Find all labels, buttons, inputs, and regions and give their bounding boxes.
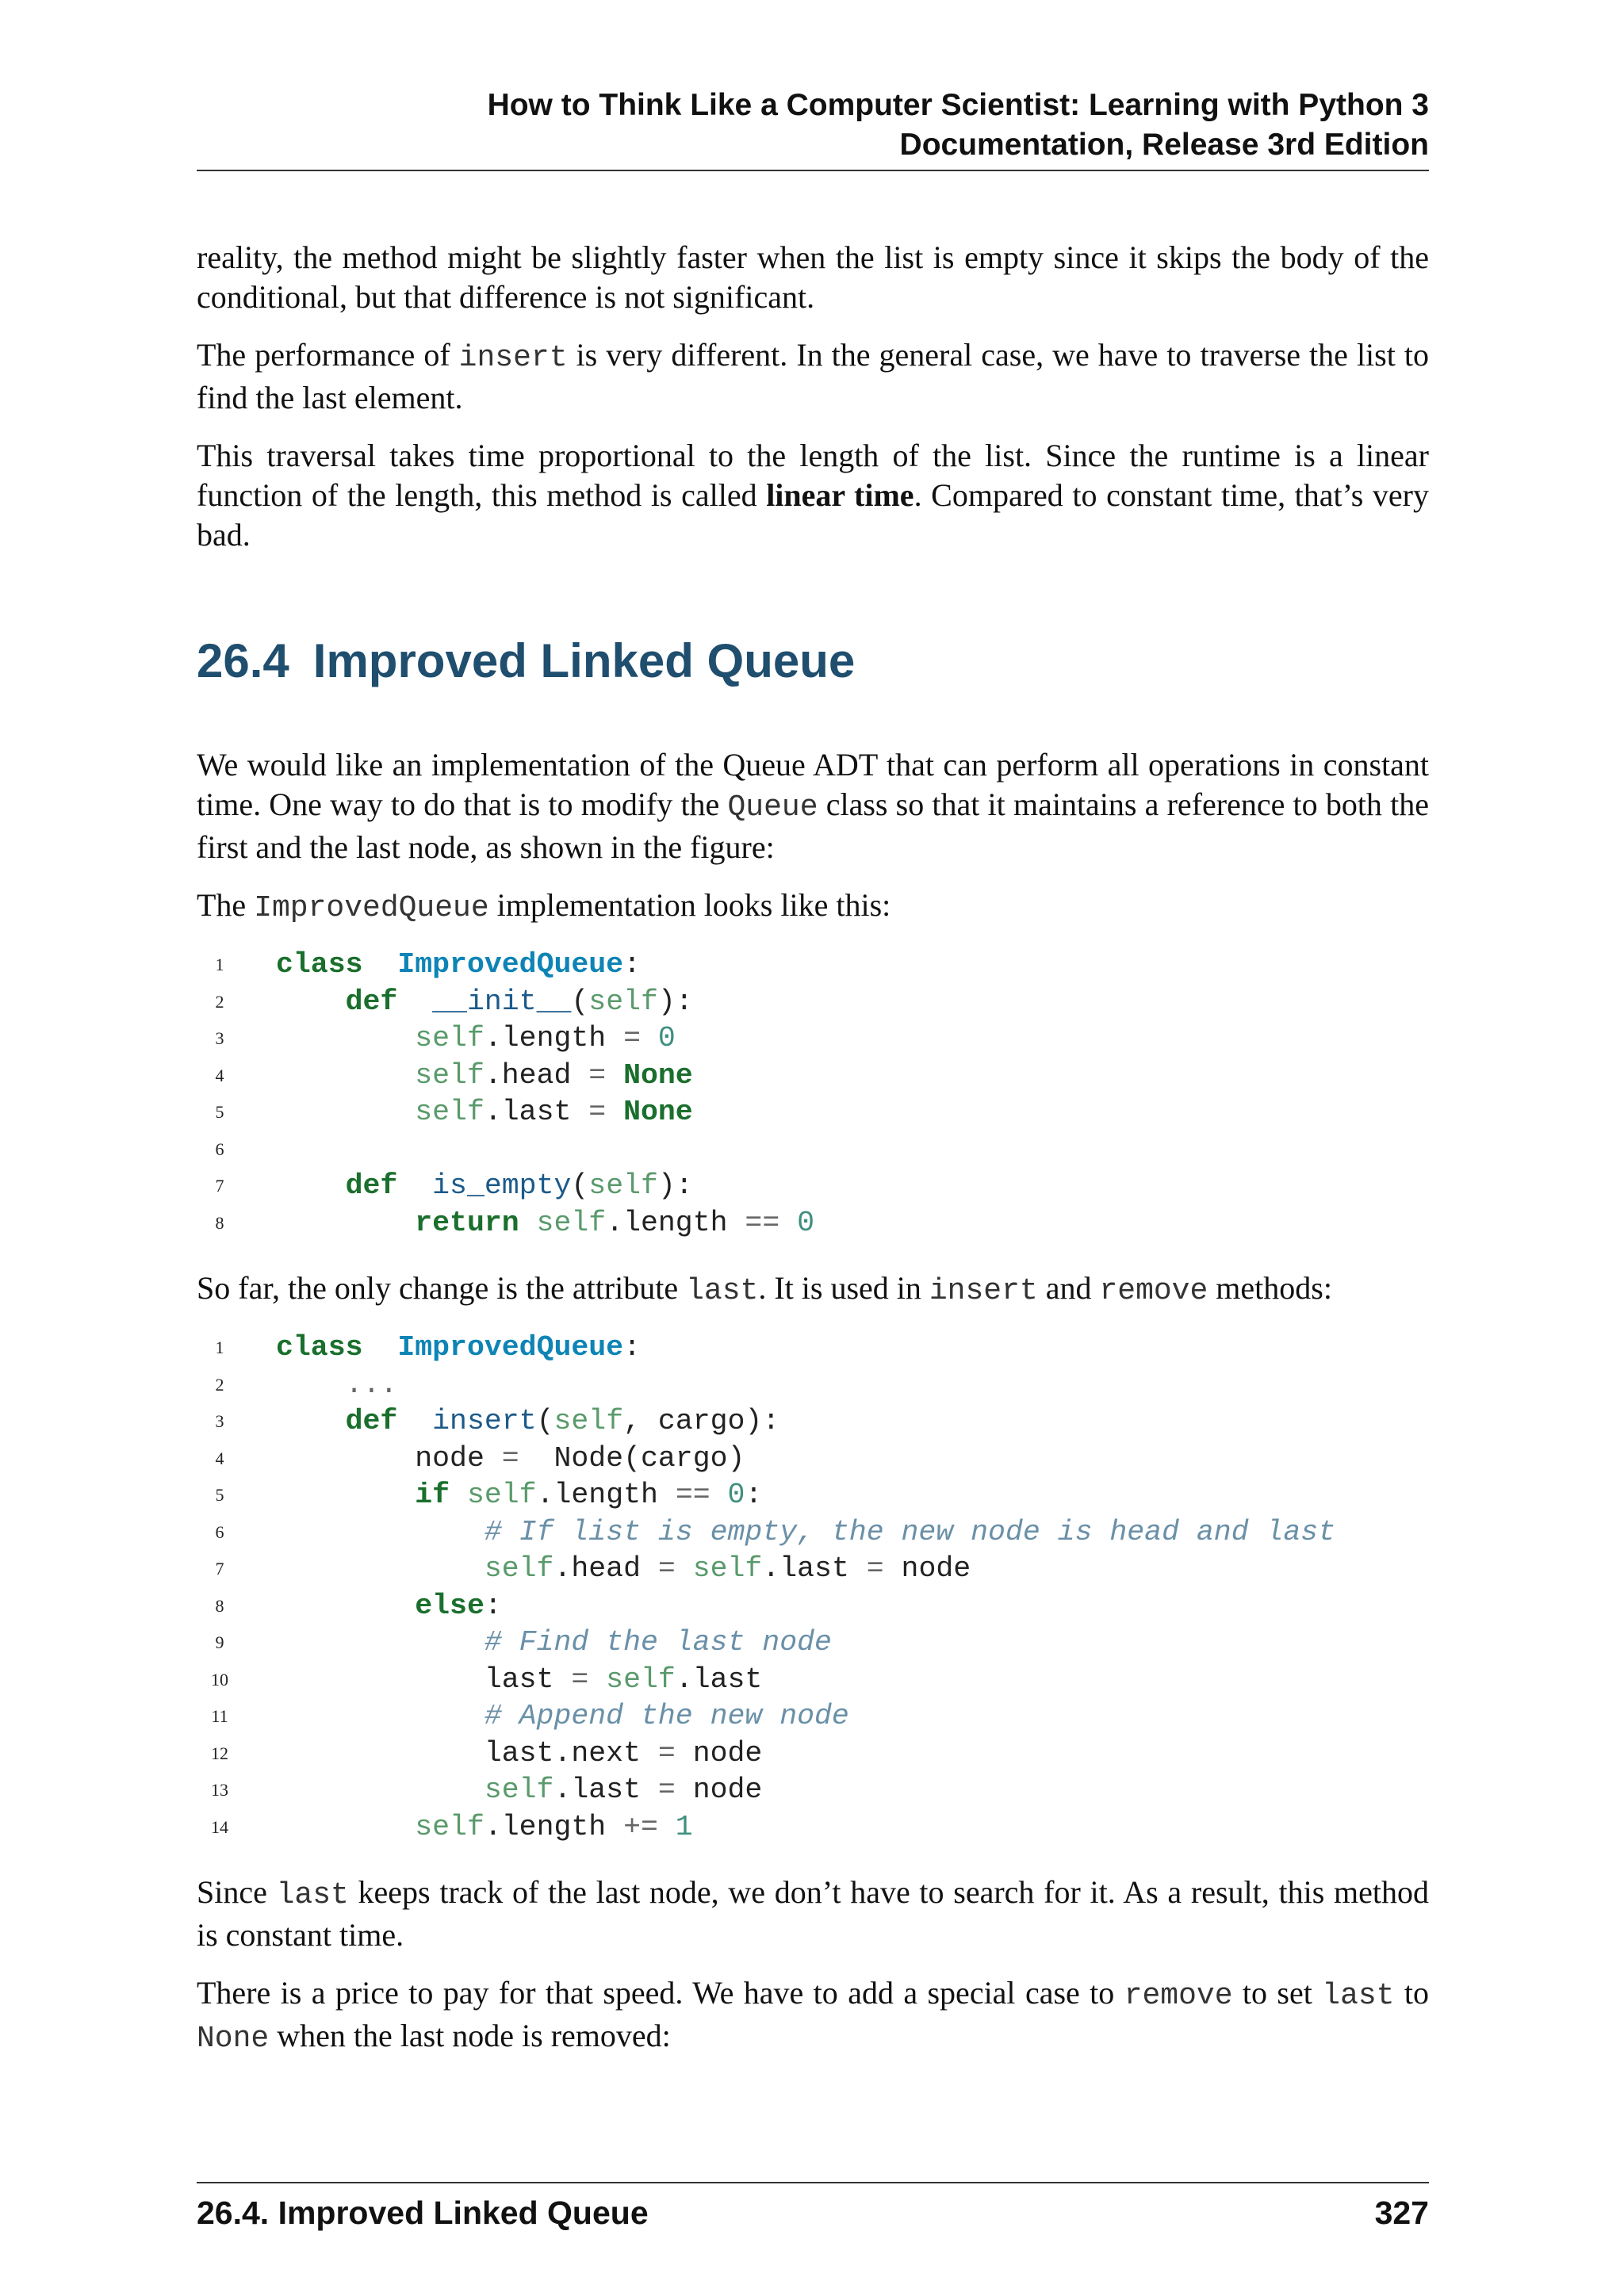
code-token: .last — [675, 1663, 763, 1696]
code-token: .last — [484, 1096, 589, 1128]
code-token: .length — [484, 1022, 624, 1054]
text: The — [197, 887, 255, 923]
code-line — [197, 1441, 1429, 1478]
code-token: = — [657, 1552, 676, 1585]
code-token: .length — [536, 1479, 676, 1511]
line-number: 7 — [215, 1559, 224, 1578]
line-number: 4 — [215, 1065, 224, 1085]
text: class so that it maintains a reference to both the first and the last node, as shown in the figure: — [197, 786, 1429, 865]
code-text — [276, 1735, 762, 1773]
code-line — [197, 1662, 1429, 1699]
code-text — [276, 947, 641, 984]
code-token: self — [588, 1169, 658, 1202]
paragraph-1-text: reality, the method might be slightly faster when the list is empty since it skips the body of the conditional, but that difference is not significant. — [197, 239, 1429, 315]
code-token: ( — [536, 1405, 554, 1437]
text: and — [1037, 1270, 1100, 1306]
code-token: # Find the last node — [484, 1626, 832, 1659]
code-line — [197, 1698, 1429, 1735]
page-body — [197, 238, 1429, 2077]
code-line — [197, 1735, 1429, 1773]
code-line — [197, 1551, 1429, 1588]
line-number: 3 — [215, 1028, 224, 1048]
text: to set — [1232, 1975, 1323, 2011]
code-text — [276, 1514, 1335, 1552]
code-token — [276, 1516, 485, 1548]
code-token — [276, 1368, 346, 1401]
line-number: 1 — [215, 955, 224, 974]
code-token — [397, 1405, 432, 1437]
bold-term: linear time — [766, 477, 914, 513]
code-token: ImprovedQueue — [397, 948, 624, 981]
line-number: 5 — [215, 1485, 224, 1505]
code-text — [276, 1058, 693, 1095]
code-token: .last — [553, 1774, 658, 1806]
code-text — [276, 1441, 745, 1478]
text: This traversal takes time proportional to the length of the list. Since the runtime is a linear function of the length, this method is called — [197, 438, 1429, 513]
code-token: self — [484, 1552, 554, 1585]
code-token: .length — [606, 1206, 745, 1239]
code-token: self — [415, 1022, 485, 1054]
header-title-line2: Documentation, Release 3rd Edition — [899, 128, 1429, 162]
footer-rule — [197, 2182, 1429, 2183]
code-token: = — [588, 1096, 607, 1128]
code-text — [276, 1094, 693, 1131]
text: . Compared to constant time, that’s very bad. — [197, 477, 1430, 553]
code-token — [397, 1169, 432, 1202]
code-token — [276, 1626, 485, 1659]
line-number: 4 — [215, 1448, 224, 1468]
code-token: ( — [571, 1169, 589, 1202]
text: So far, the only change is the attribute — [197, 1270, 687, 1306]
code-token: .length — [484, 1810, 624, 1843]
code-text — [276, 1624, 832, 1662]
code-text — [276, 1809, 693, 1846]
code-token — [276, 1096, 415, 1128]
code-token: self — [519, 1206, 607, 1239]
code-line — [197, 1624, 1429, 1662]
code-token: == — [745, 1206, 780, 1239]
code-token: None — [606, 1096, 693, 1128]
line-number: 7 — [215, 1176, 224, 1196]
code-token: __init__ — [432, 985, 572, 1018]
line-number: 3 — [215, 1411, 224, 1431]
code-token: : — [623, 948, 641, 981]
code-token — [276, 1169, 346, 1202]
code-token: node — [883, 1552, 971, 1585]
code-token: == — [675, 1479, 710, 1511]
code-token: , cargo): — [623, 1405, 780, 1437]
code-token: self — [484, 1774, 554, 1806]
code-token: = — [657, 1736, 676, 1770]
code-token: 0 — [779, 1206, 815, 1239]
text: implementation looks like this: — [488, 887, 891, 923]
code-token: def — [345, 985, 398, 1018]
running-header — [197, 86, 1429, 165]
code-line — [197, 1058, 1429, 1095]
line-number: 1 — [215, 1337, 224, 1357]
code-token: self — [415, 1096, 485, 1128]
code-line — [197, 1403, 1429, 1441]
code-token — [276, 1022, 415, 1054]
code-token: self — [415, 1810, 485, 1843]
line-number: 6 — [215, 1138, 224, 1159]
code-token: = — [623, 1022, 641, 1054]
text: is very different. In the general case, we have to traverse the list to find the last element. — [197, 337, 1429, 415]
header-title-line1: How to Think Like a Computer Scientist: Learning with Python 3 — [487, 88, 1429, 122]
inline-code: None — [197, 2022, 270, 2056]
text: There is a price to pay for that speed. We have to add a special case to — [197, 1975, 1124, 2011]
paragraph-4 — [197, 745, 1429, 867]
code-token — [276, 1700, 485, 1732]
code-line — [197, 984, 1429, 1021]
code-line — [197, 1020, 1429, 1058]
code-token: : — [623, 1331, 641, 1364]
code-token: 0 — [641, 1022, 676, 1054]
code-token: 0 — [710, 1479, 745, 1511]
code-token — [276, 1207, 415, 1239]
code-token: ): — [657, 985, 693, 1018]
code-token: = — [501, 1441, 519, 1475]
code-text — [276, 1662, 762, 1699]
code-token — [276, 1590, 415, 1622]
code-line — [197, 1588, 1429, 1625]
code-token: last.next — [276, 1736, 658, 1770]
code-line — [197, 1477, 1429, 1514]
code-token: ( — [571, 985, 589, 1018]
code-token: node — [675, 1774, 763, 1806]
inline-code: Queue — [727, 790, 818, 825]
code-token: Node(cargo) — [519, 1441, 745, 1475]
inline-code: last — [686, 1274, 759, 1308]
code-token: .last — [762, 1552, 867, 1585]
paragraph-1 — [197, 238, 1429, 317]
code-token: self — [450, 1479, 537, 1511]
text: The performance of — [197, 337, 459, 373]
code-token: class — [276, 948, 363, 981]
text: to — [1394, 1975, 1429, 2011]
code-line — [197, 1205, 1429, 1242]
code-token — [363, 948, 398, 981]
code-block-1 — [197, 947, 1429, 1242]
code-token — [397, 985, 432, 1018]
code-line — [197, 1094, 1429, 1131]
code-line — [197, 1168, 1429, 1205]
code-token — [276, 1552, 485, 1585]
code-token: def — [345, 1405, 398, 1437]
code-text — [276, 1551, 971, 1588]
code-text — [276, 1698, 849, 1735]
code-token: ): — [657, 1169, 693, 1202]
text: methods: — [1208, 1270, 1332, 1306]
code-line — [197, 1514, 1429, 1552]
code-text — [276, 1020, 676, 1058]
code-token: def — [345, 1169, 398, 1202]
line-number: 12 — [211, 1743, 228, 1763]
code-token: : — [745, 1479, 763, 1511]
text: . It is used in — [758, 1270, 929, 1306]
line-number: 8 — [215, 1212, 224, 1233]
code-token: last — [276, 1663, 572, 1696]
code-token: = — [588, 1058, 607, 1092]
text: keeps track of the last node, we don’t have to search for it. As a result, this method is constant time. — [197, 1874, 1429, 1953]
code-token — [276, 1405, 346, 1437]
paragraph-2 — [197, 335, 1429, 418]
line-number: 10 — [211, 1669, 228, 1689]
code-token: += — [623, 1810, 658, 1843]
line-number: 8 — [215, 1595, 224, 1616]
page-number: 327 — [1374, 2195, 1429, 2231]
code-token: None — [606, 1058, 693, 1092]
inline-code: remove — [1124, 1979, 1233, 2013]
line-number: 6 — [215, 1521, 224, 1542]
code-text — [276, 1772, 762, 1809]
code-block-2 — [197, 1330, 1429, 1846]
line-number: 13 — [211, 1780, 228, 1800]
code-token — [276, 1774, 485, 1806]
code-token: self — [588, 985, 658, 1018]
code-token: return — [415, 1206, 519, 1239]
paragraph-6 — [197, 1269, 1429, 1311]
inline-code: insert — [929, 1274, 1038, 1308]
line-number: 9 — [215, 1632, 224, 1652]
code-token: .head — [484, 1058, 589, 1092]
text: Since — [197, 1874, 277, 1910]
section-heading — [197, 633, 1429, 690]
code-token: self — [553, 1405, 624, 1437]
code-token — [276, 1479, 415, 1511]
code-token: ... — [345, 1368, 398, 1401]
code-token: node — [675, 1736, 763, 1770]
code-token: # Append the new node — [484, 1700, 849, 1732]
code-text — [276, 1588, 502, 1625]
code-token: = — [657, 1774, 676, 1806]
line-number: 2 — [215, 1374, 224, 1395]
code-token: else — [415, 1589, 485, 1622]
code-token: if — [415, 1479, 450, 1511]
code-token — [276, 1059, 415, 1092]
code-token: .head — [553, 1552, 658, 1585]
paragraph-5 — [197, 886, 1429, 928]
header-rule — [197, 170, 1429, 171]
code-line — [197, 1772, 1429, 1809]
paragraph-8 — [197, 1973, 1429, 2059]
text: We would like an implementation of the Queue ADT that can perform all operations in constant time. One way to do that is to modify the — [197, 747, 1429, 822]
code-token — [276, 985, 346, 1018]
inline-code: last — [1322, 1979, 1395, 2013]
code-token: # If list is empty, the new node is head and last — [484, 1515, 1336, 1548]
code-line — [197, 1131, 1429, 1169]
code-line — [197, 1330, 1429, 1367]
text: when the last node is removed: — [269, 2018, 671, 2053]
code-text — [276, 1477, 762, 1514]
code-token: 1 — [657, 1810, 693, 1843]
code-text — [276, 984, 693, 1021]
line-number: 11 — [211, 1706, 228, 1726]
code-text — [276, 1168, 693, 1205]
line-number: 2 — [215, 991, 224, 1012]
code-text — [276, 1367, 397, 1404]
code-token: = — [866, 1552, 884, 1585]
code-token — [363, 1331, 398, 1364]
code-line — [197, 1809, 1429, 1846]
line-number: 14 — [211, 1816, 228, 1837]
inline-code: ImprovedQueue — [254, 891, 489, 925]
code-token: node — [276, 1441, 502, 1475]
footer-section: 26.4. Improved Linked Queue — [197, 2195, 649, 2231]
code-token: insert — [432, 1405, 537, 1437]
code-line — [197, 947, 1429, 984]
section-title: Improved Linked Queue — [312, 634, 856, 687]
code-text — [276, 1403, 779, 1441]
code-token: ImprovedQueue — [397, 1331, 624, 1364]
code-token: self — [675, 1552, 763, 1585]
line-number: 5 — [215, 1102, 224, 1122]
code-text — [276, 1330, 641, 1367]
code-token: self — [415, 1058, 485, 1092]
paragraph-7 — [197, 1873, 1429, 1955]
inline-code: remove — [1099, 1274, 1208, 1308]
section-number: 26.4 — [197, 634, 289, 687]
code-token: class — [276, 1331, 363, 1364]
code-text — [276, 1205, 814, 1242]
code-token: self — [588, 1663, 676, 1696]
paragraph-3 — [197, 436, 1429, 555]
inline-code: last — [276, 1878, 349, 1912]
code-line — [197, 1367, 1429, 1404]
code-token — [276, 1811, 415, 1843]
code-token: : — [484, 1589, 502, 1622]
code-token: = — [571, 1663, 589, 1696]
inline-code: insert — [458, 341, 568, 375]
code-token: is_empty — [432, 1169, 572, 1202]
